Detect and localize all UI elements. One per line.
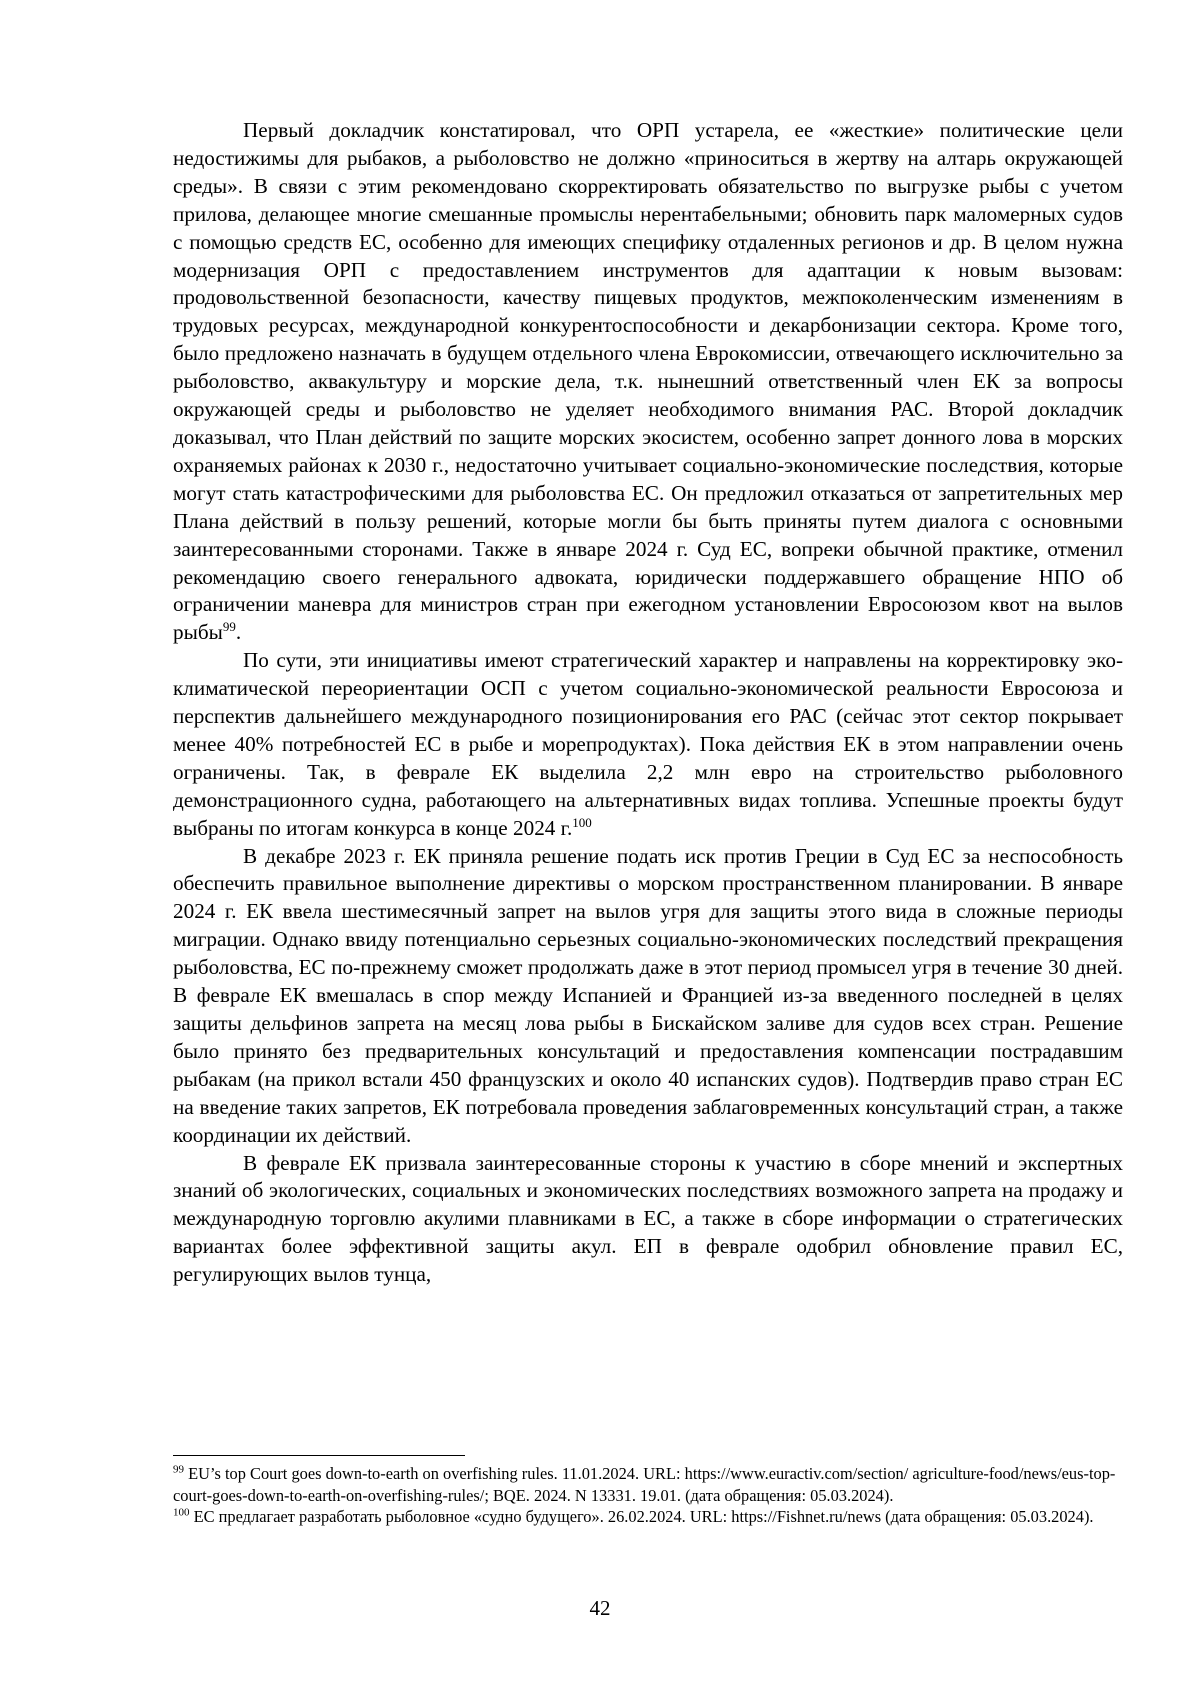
page-number: 42	[589, 1596, 611, 1620]
paragraph-3	[173, 843, 1123, 1150]
footnote-100	[173, 1506, 1123, 1528]
paragraph-1-text: Первый докладчик констатировал, что ОРП устарела, ее «жесткие» политические цели недостижимы для рыбаков, а рыболовство не должно «приноситься в жертву на алтарь окружающей среды». В связи с этим рекомендовано скорректировать обязательство по выгрузке рыбы с учетом прилова, делающее многие смешанные промыслы нерентабельными; обновить парк маломерных судов с помощью средств ЕС, особенно для имеющих специфику отдаленных регионов и др. В целом нужна модернизация ОРП с предоставлением инструментов для адаптации к новым вызовам: продовольственной безопасности, качеству пищевых продуктов, межпоколенческим изменениям в трудовых ресурсах, международной конкурентоспособности и декарбонизации сектора. Кроме того, было предложено назначать в будущем отдельного члена Еврокомиссии, отвечающего исключительно за рыболовство, аквакультуру и морские дела, т.к. нынешний ответственный член ЕК за вопросы окружающей среды и рыболовство не уделяет необходимого внимания РАС. Второй докладчик доказывал, что План действий по защите морских экосистем, особенно запрет донного лова в морских охраняемых районах к 2030 г., недостаточно учитывает социально-экономические последствия, которые могут стать катастрофическими для рыболовства ЕС. Он предложил отказаться от запретительных мер Плана действий в пользу решений, которые могли бы быть приняты путем диалога с основными заинтересованными сторонами. Также в январе 2024 г. Суд ЕС, вопреки обычной практике, отменил рекомендацию своего генерального адвоката, юридически поддержавшего обращение НПО об ограничении маневра для министров стран при ежегодном установлении Евросоюзом квот на вылов рыбы	[173, 118, 1123, 645]
paragraph-3-text: В декабре 2023 г. ЕК приняла решение подать иск против Греции в Суд ЕС за неспособность обеспечить правильное выполнение директивы о морском пространственном планировании. В январе 2024 г. ЕК ввела шестимесячный запрет на вылов угря для защиты этого вида в сложные периоды миграции. Однако ввиду потенциально серьезных социально-экономических последствий прекращения рыболовства, ЕС по-прежнему сможет продолжать даже в этот период промысел угря в течение 30 дней. В феврале ЕК вмешалась в спор между Испанией и Францией из-за введенного последней в целях защиты дельфинов запрета на месяц лова рыбы в Бискайском заливе для судов всех стран. Решение было принято без предварительных консультаций и предоставления компенсации пострадавшим рыбакам (на прикол встали 450 французских и около 40 испанских судов). Подтвердив право стран ЕС на введение таких запретов, ЕК потребовала проведения заблаговременных консультаций стран, а также координации их действий.	[173, 843, 1123, 1147]
footnote-ref-99[interactable]: 99	[222, 619, 236, 635]
footnote-100-text: ЕС предлагает разработать рыболовное «судно будущего». 26.02.2024. URL: https://Fishnet.ru/news (дата обращения: 05.03.2024).	[193, 1507, 1094, 1527]
footnote-99	[173, 1463, 1123, 1506]
footnote-number-99: 99	[173, 1463, 184, 1476]
paragraph-1	[173, 117, 1123, 647]
footnote-separator	[173, 1455, 465, 1456]
paragraph-2-text: По сути, эти инициативы имеют стратегический характер и направлены на корректировку эко-климатической переориентации ОСП с учетом социально-экономической реальности Евросоюза и перспектив дальнейшего международного позиционирования его РАС (сейчас этот сектор покрывает менее 40% потребностей ЕС в рыбе и морепродуктах). Пока действия ЕК в этом направлении очень ограничены. Так, в феврале ЕК выделила 2,2 млн евро на строительство рыболовного демонстрационного судна, работающего на альтернативных видах топлива. Успешные проекты будут выбраны по итогам конкурса в конце 2024 г.	[173, 648, 1123, 840]
footnote-99-text: EU’s top Court goes down-to-earth on overfishing rules. 11.01.2024. URL: https://www.euractiv.com/section/ agriculture-food/news/eus-top-court-goes-down-to-earth-on-overfishing-rules/; BQE. 2024. N 13331. 19.01. (дата обращения: 05.03.2024).	[173, 1464, 1116, 1505]
footnotes	[173, 1463, 1123, 1528]
footnote-ref-100[interactable]: 100	[572, 814, 592, 830]
paragraph-1-tail: .	[235, 620, 242, 645]
paragraph-4-text: В феврале ЕК призвала заинтересованные стороны к участию в сборе мнений и экспертных знаний об экологических, социальных и экономических последствиях возможного запрета на продажу и международную торговлю акулими плавниками в ЕС, а также в сборе информации о стратегических вариантах более эффективной защиты акул. ЕП в феврале одобрил обновление правил ЕС, регулирующих вылов тунца,	[173, 1150, 1123, 1287]
footnote-number-100: 100	[173, 1506, 190, 1519]
main-text	[173, 117, 1123, 1289]
paragraph-4	[173, 1150, 1123, 1290]
paragraph-2	[173, 647, 1123, 842]
